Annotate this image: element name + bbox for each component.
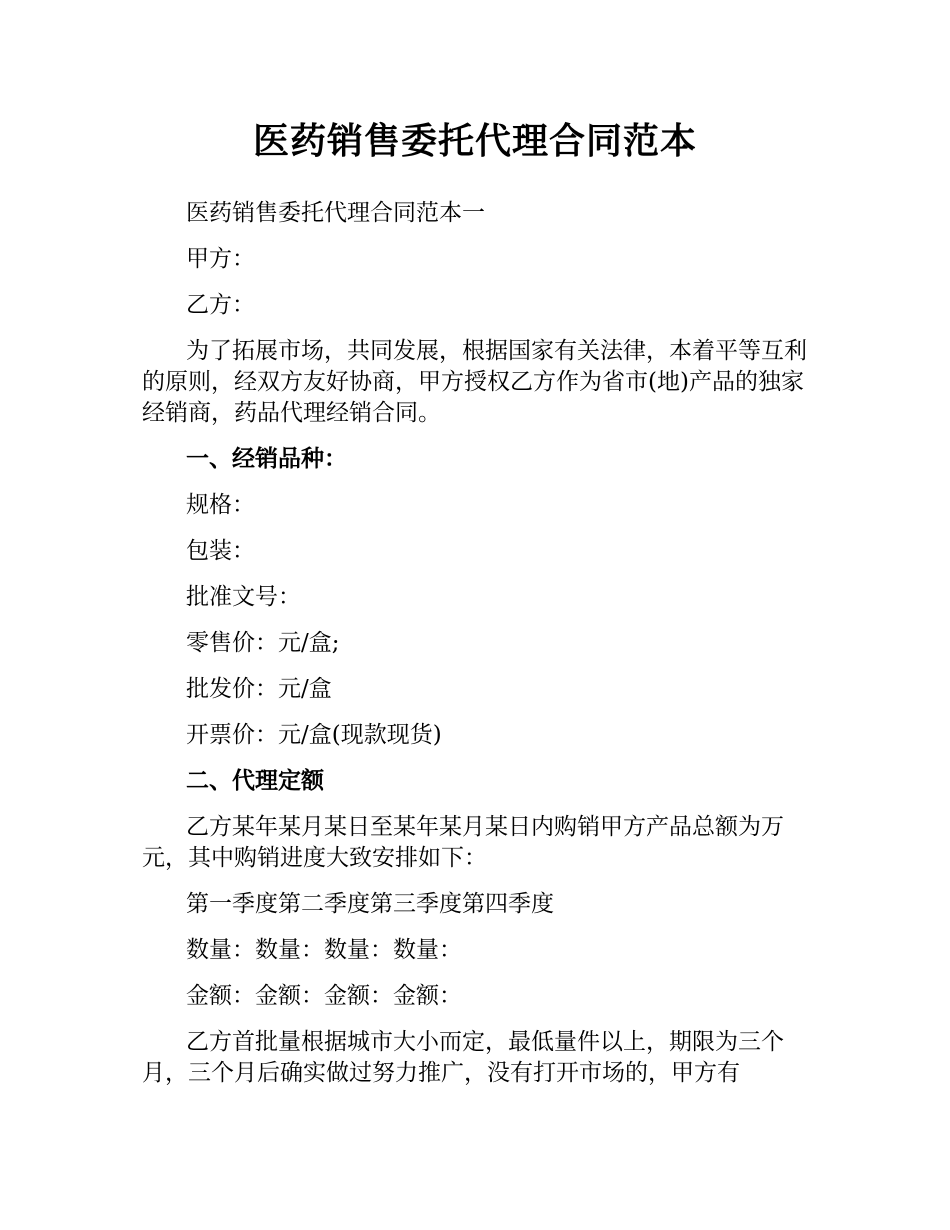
page-title: 医药销售委托代理合同范本	[252, 121, 697, 162]
section-heading-quota: 二、代理定额	[186, 768, 324, 794]
paragraph-quantities: 数量：数量：数量：数量：	[186, 937, 462, 963]
paragraph-quota-total: 乙方某年某月某日至某年某月某日内购销甲方产品总额为万元，其中购销进度大致安排如下：	[142, 814, 784, 871]
paragraph-amounts: 金额：金额：金额：金额：	[186, 983, 462, 1009]
paragraph-retail-price: 零售价：元/盒;	[186, 630, 340, 656]
paragraph-party-a: 甲方：	[186, 246, 255, 272]
paragraph-wholesale-price: 批发价：元/盒	[186, 676, 332, 702]
paragraph-party-b: 乙方：	[186, 292, 255, 318]
paragraph-preamble: 为了拓展市场，共同发展，根据国家有关法律，本着平等互利的原则，经双方友好协商，甲方授权乙方作为省市(地)产品的独家经销商，药品代理经销合同。	[142, 338, 807, 426]
paragraph-quarters: 第一季度第二季度第三季度第四季度	[186, 891, 554, 917]
paragraph-spec: 规格：	[186, 492, 255, 518]
paragraph-first-batch: 乙方首批量根据城市大小而定，最低量件以上，期限为三个月，三个月后确实做过努力推广，没有打开市场的，甲方有	[142, 1029, 784, 1086]
section-heading-products: 一、经销品种：	[186, 446, 347, 472]
paragraph-subtitle: 医药销售委托代理合同范本一	[186, 200, 485, 226]
paragraph-approval-number: 批准文号：	[186, 584, 301, 610]
paragraph-invoice-price: 开票价：元/盒(现款现货)	[186, 722, 442, 748]
paragraph-packaging: 包装：	[186, 538, 255, 564]
document-body	[142, 198, 812, 1104]
